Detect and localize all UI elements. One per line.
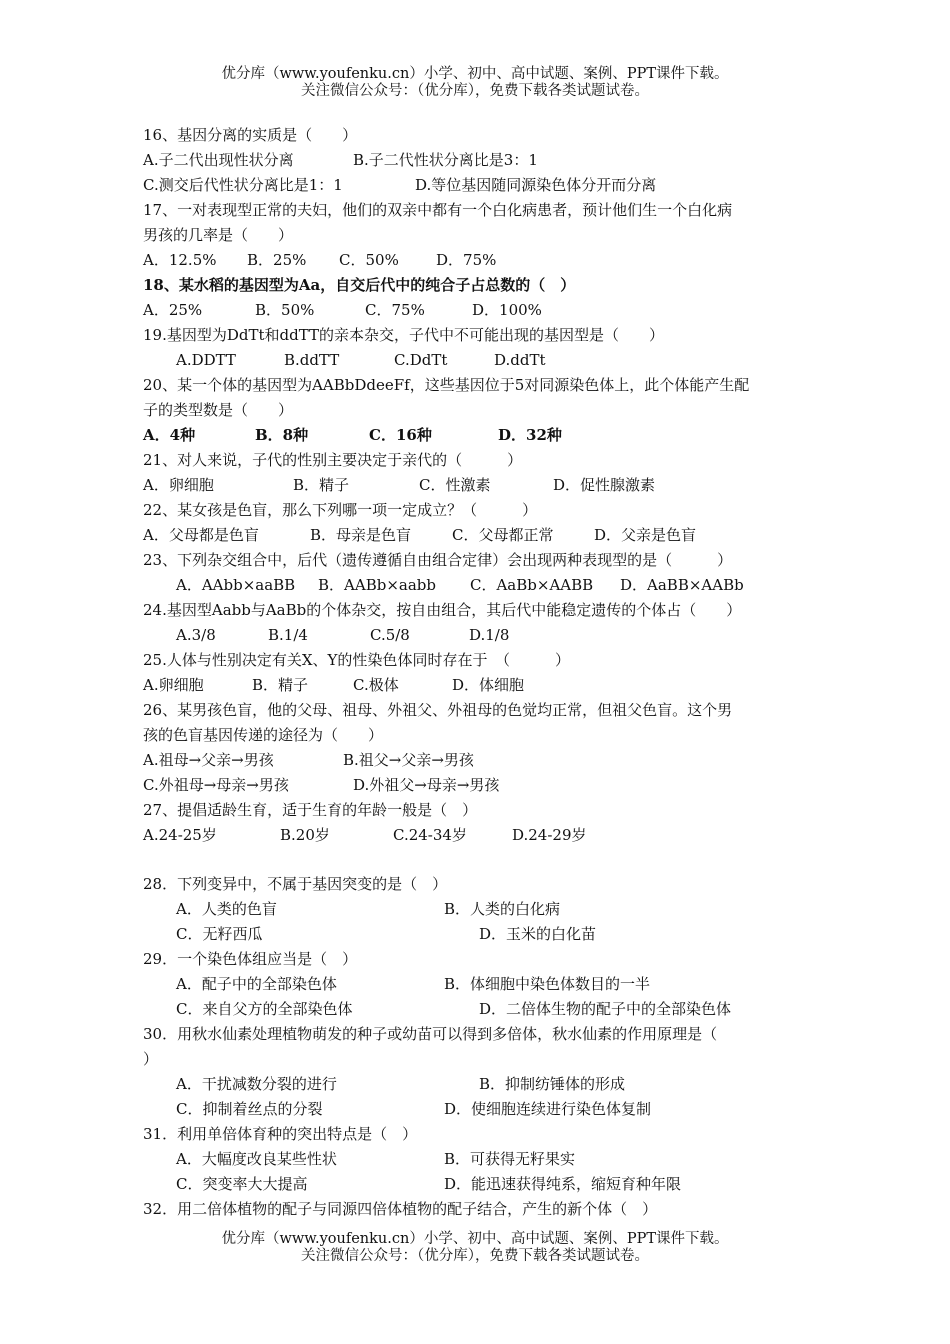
q31-option-a: A．大幅度改良某些性状 (176, 1150, 337, 1168)
question-20-options (143, 424, 562, 446)
q22-option-d: D．父亲是色盲 (594, 526, 697, 544)
question-23-stem: 23、下列杂交组合中，后代（遗传遵循自由组合定律）会出现两种表现型的是（ ） (143, 551, 733, 569)
q21-option-c: C．性激素 (419, 476, 491, 494)
question-16-options-row2 (143, 174, 657, 196)
q28-option-a: A．人类的色盲 (176, 900, 277, 918)
q28-option-b: B．人类的白化病 (444, 900, 561, 918)
q23-option-c: C．AaBb×AABB (470, 576, 594, 594)
question-26-stem-1: 26、某男孩色盲，他的父母、祖母、外祖父、外祖母的色觉均正常，但祖父色盲。这个男 (143, 701, 733, 719)
q16-option-c: C.测交后代性状分离比是1：1 (143, 176, 343, 194)
q19-option-d: D.ddTt (494, 351, 546, 369)
question-32-stem: 32．用二倍体植物的配子与同源四倍体植物的配子结合，产生的新个体（ ） (143, 1200, 658, 1218)
question-31-options-row2 (176, 1173, 682, 1195)
question-20-stem-1: 20、某一个体的基因型为AABbDdeeFf，这些基因位于5对同源染色体上，此个体能产生配 (143, 376, 750, 394)
q26-option-b: B.祖父→父亲→男孩 (343, 751, 474, 769)
q29-option-b: B．体细胞中染色体数目的一半 (444, 975, 651, 993)
question-19-stem: 19.基因型为DdTt和ddTT的亲本杂交，子代中不可能出现的基因型是（ ） (143, 326, 665, 344)
question-26-options-row2 (143, 774, 500, 796)
question-30-stem-1: 30．用秋水仙素处理植物萌发的种子或幼苗可以得到多倍体，秋水仙素的作用原理是（ (143, 1025, 718, 1043)
q17-option-b: B．25% (247, 251, 307, 269)
q16-option-a: A.子二代出现性状分离 (143, 151, 294, 169)
q30-option-c: C．抑制着丝点的分裂 (176, 1100, 323, 1118)
q25-option-b: B．精子 (252, 676, 309, 694)
question-24-options (176, 624, 510, 646)
footer-line-2: 关注微信公众号：（优分库），免费下载各类试题试卷。 (301, 1248, 649, 1264)
q18-option-b: B．50% (255, 301, 315, 319)
q22-option-b: B．母亲是色盲 (310, 526, 412, 544)
header-line-2: 关注微信公众号：（优分库），免费下载各类试题试卷。 (301, 83, 649, 99)
q21-option-b: B．精子 (293, 476, 350, 494)
q23-option-b: B．AABb×aabb (318, 576, 436, 594)
question-26-options-row1 (143, 749, 474, 771)
q26-option-c: C.外祖母→母亲→男孩 (143, 776, 289, 794)
q24-option-d: D.1/8 (469, 626, 510, 644)
q20-option-d: D．32种 (498, 426, 562, 444)
q26-option-d: D.外祖父→母亲→男孩 (353, 776, 500, 794)
question-30-stem-2: ） (143, 1050, 159, 1068)
q23-option-a: A．AAbb×aaBB (176, 576, 296, 594)
q20-option-a: A．4种 (143, 426, 196, 444)
q25-option-d: D．体细胞 (452, 676, 525, 694)
question-29-stem: 29．一个染色体组应当是（ ） (143, 950, 358, 968)
question-18-options (143, 299, 542, 321)
question-16-stem: 16、基因分离的实质是（ ） (143, 126, 358, 144)
q20-option-c: C．16种 (369, 426, 432, 444)
q26-option-a: A.祖母→父亲→男孩 (143, 751, 274, 769)
question-22-options (143, 524, 697, 546)
question-31-stem: 31．利用单倍体育种的突出特点是（ ） (143, 1125, 418, 1143)
q18-option-a: A．25% (143, 301, 203, 319)
q28-option-c: C．无籽西瓜 (176, 925, 263, 943)
q18-option-c: C．75% (365, 301, 425, 319)
q25-option-c: C.极体 (353, 676, 399, 694)
q19-option-b: B.ddTT (284, 351, 340, 369)
q24-option-b: B.1/4 (268, 626, 308, 644)
q22-option-a: A．父母都是色盲 (143, 526, 259, 544)
question-18-stem: 18、某水稻的基因型为Aa，自交后代中的纯合子占总数的（ ） (143, 276, 576, 294)
q27-option-b: B.20岁 (280, 826, 330, 844)
q19-option-c: C.DdTt (394, 351, 448, 369)
question-25-stem: 25.人体与性别决定有关X、Y的性染色体同时存在于 （ ） (143, 651, 570, 669)
q18-option-d: D．100% (472, 301, 542, 319)
question-17-stem-2: 男孩的几率是（ ） (143, 226, 294, 244)
q25-option-a: A.卵细胞 (143, 676, 204, 694)
question-28-options-row1 (176, 898, 561, 920)
q22-option-c: C．父母都正常 (452, 526, 554, 544)
question-30-options-row1 (176, 1073, 626, 1095)
question-24-stem: 24.基因型Aabb与AaBb的个体杂交，按自由组合，其后代中能稳定遗传的个体占（ ） (143, 601, 742, 619)
q30-option-d: D．使细胞连续进行染色体复制 (444, 1100, 652, 1118)
question-22-stem: 22、某女孩是色盲，那么下列哪一项一定成立？（ ） (143, 501, 538, 519)
question-29-options-row2 (176, 998, 732, 1020)
q27-option-c: C.24-34岁 (393, 826, 467, 844)
q30-option-b: B．抑制纺锤体的形成 (479, 1075, 626, 1093)
q30-option-a: A．干扰减数分裂的进行 (176, 1075, 337, 1093)
q16-option-d: D.等位基因随同源染色体分开而分离 (415, 176, 657, 194)
q17-option-a: A．12.5% (143, 251, 217, 269)
question-27-options (143, 824, 587, 846)
q24-option-c: C.5/8 (370, 626, 410, 644)
q28-option-d: D．玉米的白化苗 (479, 925, 597, 943)
question-21-options (143, 474, 656, 496)
footer-line-1: 优分库（www.youfenku.cn）小学、初中、高中试题、案例、PPT课件下载。 (221, 1231, 729, 1247)
question-23-options (176, 574, 744, 596)
question-29-options-row1 (176, 973, 651, 995)
q29-option-d: D．二倍体生物的配子中的全部染色体 (479, 1000, 732, 1018)
question-20-stem-2: 子的类型数是（ ） (143, 401, 294, 419)
question-31-options-row1 (176, 1148, 576, 1170)
q29-option-c: C．来自父方的全部染色体 (176, 1000, 353, 1018)
page-header (0, 66, 950, 100)
question-30-options-row2 (176, 1098, 652, 1120)
question-19-options (176, 349, 546, 371)
q31-option-c: C．突变率大大提高 (176, 1175, 308, 1193)
question-16-options-row1 (143, 149, 538, 171)
q19-option-a: A.DDTT (176, 351, 236, 369)
question-26-stem-2: 孩的色盲基因传递的途径为（ ） (143, 726, 384, 744)
q27-option-a: A.24-25岁 (143, 826, 217, 844)
q29-option-a: A．配子中的全部染色体 (176, 975, 337, 993)
question-17-stem-1: 17、一对表现型正常的夫妇，他们的双亲中都有一个白化病患者，预计他们生一个白化病 (143, 201, 733, 219)
q27-option-d: D.24-29岁 (512, 826, 587, 844)
q31-option-b: B．可获得无籽果实 (444, 1150, 576, 1168)
q31-option-d: D．能迅速获得纯系，缩短育种年限 (444, 1175, 682, 1193)
header-line-1: 优分库（www.youfenku.cn）小学、初中、高中试题、案例、PPT课件下载。 (221, 66, 729, 82)
question-25-options (143, 674, 525, 696)
q21-option-a: A．卵细胞 (143, 476, 214, 494)
q23-option-d: D．AaBB×AABb (620, 576, 744, 594)
question-21-stem: 21、对人来说，子代的性别主要决定于亲代的（ ） (143, 451, 523, 469)
q24-option-a: A.3/8 (176, 626, 216, 644)
q16-option-b: B.子二代性状分离比是3：1 (353, 151, 538, 169)
q17-option-d: D．75% (436, 251, 497, 269)
question-28-stem: 28．下列变异中，不属于基因突变的是（ ） (143, 875, 448, 893)
page-footer (0, 1231, 950, 1265)
q21-option-d: D．促性腺激素 (553, 476, 656, 494)
question-28-options-row2 (176, 923, 597, 945)
question-17-options (143, 249, 497, 271)
q17-option-c: C．50% (339, 251, 399, 269)
q20-option-b: B．8种 (255, 426, 309, 444)
question-27-stem: 27、提倡适龄生育，适于生育的年龄一般是（ ） (143, 801, 478, 819)
